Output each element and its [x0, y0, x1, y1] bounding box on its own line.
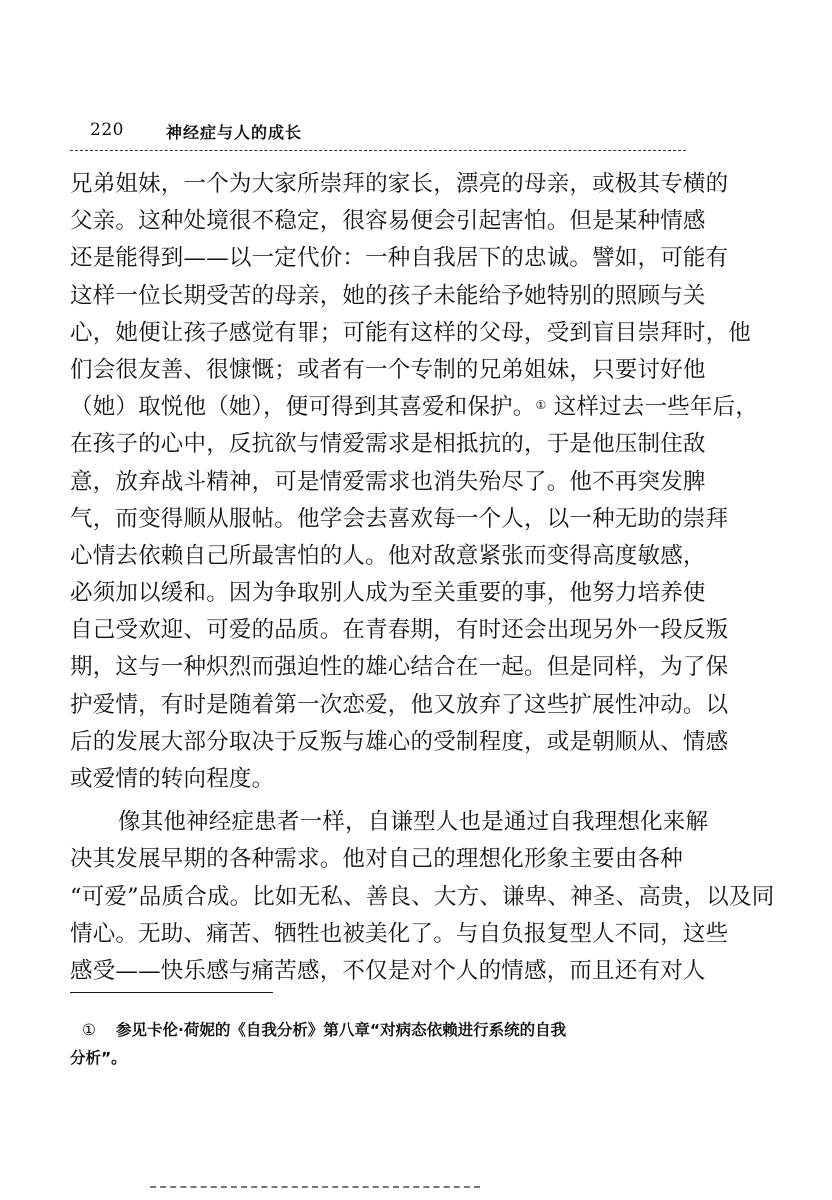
footnote-rule: [70, 992, 273, 993]
running-title: 神经症与人的成长: [166, 123, 303, 142]
text-line: 或爱情的转向程度。: [70, 766, 275, 792]
text-line: 们会很友善、很慷慨；或者有一个专制的兄弟姐妹，只要讨好他: [70, 356, 706, 383]
text-line: 感受——快乐感与痛苦感，不仅是对个人的情感，而且还有对人: [70, 957, 706, 984]
text-line: 气，而变得顺从服帖。他学会去喜欢每一个人，以一种无助的崇拜: [70, 505, 729, 532]
text-line: 这样一位长期受苦的母亲，她的孩子未能给予她特别的照顾与关: [70, 282, 706, 309]
page-number: 220: [90, 120, 124, 140]
text-line: 护爱情，有时是随着第一次恋爱，他又放弃了这些扩展性冲动。以: [70, 691, 729, 718]
text-line: 自己受欢迎、可爱的品质。在青春期，有时还会出现另外一段反叛: [70, 617, 729, 644]
text-line: 意，放弃战斗精神，可是情爱需求也消失殆尽了。他不再突发脾: [70, 468, 706, 495]
text-line: 在孩子的心中，反抗欲与情爱需求是相抵抗的，于是他压制住敌: [70, 431, 706, 458]
text-line: 心情去依赖自己所最害怕的人。他对敌意紧张而变得高度敏感，: [70, 542, 706, 569]
body-text: [70, 166, 775, 990]
text-line: 兄弟姐妹，一个为大家所崇拜的家长，漂亮的母亲，或极其专横的: [70, 171, 729, 197]
text-line: 后的发展大部分取决于反叛与雄心的受制程度，或是朝顺从、情感: [70, 728, 729, 755]
text-span: 这样过去一些年后，: [553, 394, 759, 421]
running-header: [70, 120, 690, 150]
text-line: 心，她便让孩子感觉有罪；可能有这样的父母，受到盲目崇拜时，他: [70, 319, 752, 346]
text-line: 父亲。这种处境很不稳定，很容易便会引起害怕。但是某种情感: [70, 208, 706, 235]
text-line: 还是能得到——以一定代价：一种自我居下的忠诚。譬如，可能有: [70, 245, 729, 272]
text-line: 必须加以缓和。因为争取别人成为至关重要的事，他努力培养使: [70, 580, 706, 607]
footnote-ref[interactable]: ①: [535, 398, 547, 413]
text-line: 情心。无助、痛苦、牺牲也被美化了。与自负报复型人不同，这些: [70, 920, 729, 947]
text-line: 期，这与一种炽烈而强迫性的雄心结合在一起。但是同样，为了保: [70, 654, 729, 681]
text-line-with-footnote: [70, 389, 759, 426]
footnote-line: 分析”。: [70, 1049, 127, 1067]
footnote-line: [70, 1016, 688, 1044]
footnote-mark: ①: [82, 1021, 96, 1039]
text-span: （她）取悦他（她），便可得到其喜爱和保护。: [70, 394, 536, 421]
text-line: “可爱”品质合成。比如无私、善良、大方、谦卑、神圣、高贵，以及同: [70, 883, 775, 910]
scan-artifact: [150, 1186, 480, 1188]
text-line: 决其发展早期的各种需求。他对自己的理想化形象主要由各种: [70, 846, 683, 873]
footnote: [70, 1016, 688, 1072]
footnote-text: 参见卡伦·荷妮的《自我分析》第八章“对病态依赖进行系统的自我: [116, 1021, 567, 1039]
header-rule: [70, 150, 686, 151]
text-line: 像其他神经症患者一样，自谦型人也是通过自我理想化来解: [118, 809, 709, 836]
